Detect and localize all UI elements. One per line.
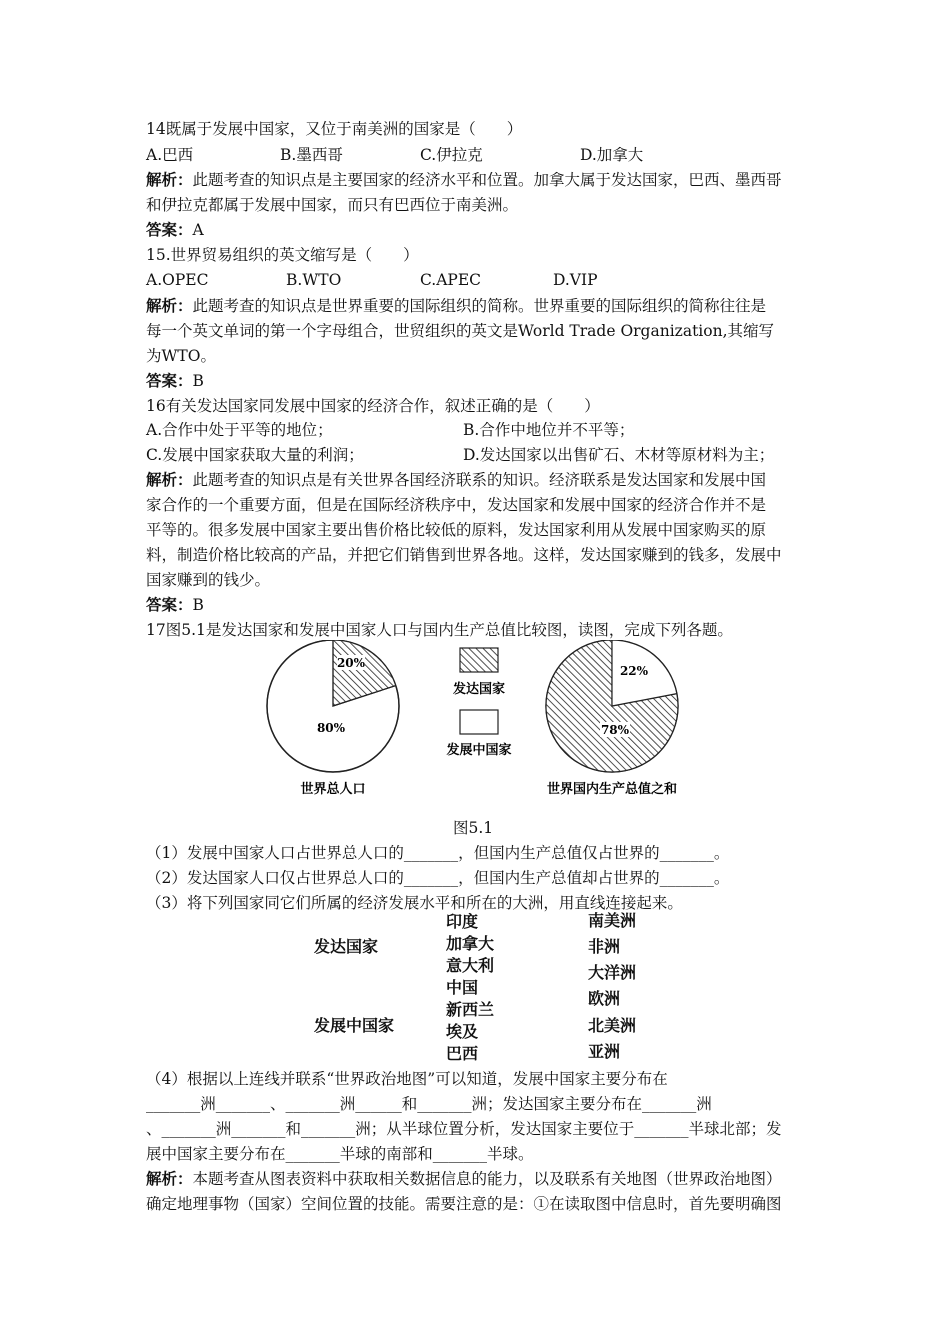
q15-answer: 答案：B — [146, 371, 204, 390]
match-country-3: 意大利 — [446, 956, 495, 975]
legend-developed-swatch — [460, 648, 498, 672]
answer-label: 答案： — [146, 371, 193, 390]
q14-option-c: C.伊拉克 — [420, 146, 483, 164]
q17-sub4-line-3: 、_______洲_______和_______洲；从半球位置分析，发达国家主要位于_______半球北部；发 — [146, 1120, 782, 1138]
pie2-label-developing: 22% — [619, 664, 649, 678]
q14-option-d: D.加拿大 — [580, 146, 644, 164]
q15-option-d: D.VIP — [553, 271, 598, 289]
match-level-developed: 发达国家 — [314, 937, 379, 956]
q17-sub1: （1）发展中国家人口占世界总人口的_______，但国内生产总值仅占世界的_______。 — [146, 844, 730, 862]
q14-option-b: B.墨西哥 — [280, 146, 343, 164]
q16-analysis-line-1: 解析：此题考查的知识点是有关世界各国经济联系的知识。经济联系是发达国家和发展中国 — [146, 470, 767, 489]
match-country-2: 加拿大 — [446, 934, 495, 953]
q17-question: 17图5.1是发达国家和发展中国家人口与国内生产总值比较图，读图，完成下列各题。 — [146, 621, 733, 639]
q17-analysis-line-1: 解析：本题考查从图表资料中获取相关数据信息的能力，以及联系有关地图（世界政治地图） — [146, 1169, 782, 1188]
q17-sub2: （2）发达国家人口仅占世界总人口的_______，但国内生产总值却占世界的_______。 — [146, 869, 730, 887]
match-country-1: 印度 — [446, 912, 479, 931]
q15-option-a: A.OPEC — [146, 271, 209, 289]
q16-option-c: C.发展中国家获取大量的利润； — [146, 446, 364, 464]
q15-analysis-line-2: 每一个英文单词的第一个字母组合，世贸组织的英文是World Trade Organization,其缩写 — [146, 322, 774, 340]
answer-label: 答案： — [146, 595, 193, 614]
pie1-label-developing: 80% — [316, 721, 346, 735]
legend-developed-label: 发达国家 — [452, 682, 506, 697]
q15-question: 15.世界贸易组织的英文缩写是（ ） — [146, 246, 419, 264]
q17-sub3: （3）将下列国家同它们所属的经济发展水平和所在的大洲，用直线连接起来。 — [146, 894, 683, 912]
q15-analysis-line-1: 解析：此题考查的知识点是世界重要的国际组织的简称。世界重要的国际组织的简称往往是 — [146, 296, 767, 315]
legend-developing-swatch — [460, 710, 498, 734]
match-country-5: 新西兰 — [446, 1000, 495, 1019]
q14-option-a: A.巴西 — [146, 146, 194, 164]
pie2-title: 世界国内生产总值之和 — [546, 782, 678, 797]
q15-analysis-line-3: 为WTO。 — [146, 347, 216, 365]
match-continent-3: 大洋洲 — [588, 963, 637, 982]
q16-option-a: A.合作中处于平等的地位； — [146, 421, 333, 439]
q17-analysis-line-2: 确定地理事物（国家）空间位置的技能。需要注意的是：①在读取图中信息时，首先要明确图 — [146, 1195, 782, 1213]
q16-answer: 答案：B — [146, 595, 204, 614]
match-country-4: 中国 — [446, 978, 479, 997]
q16-analysis-line-5: 国家赚到的钱少。 — [146, 571, 271, 589]
match-continent-6: 亚洲 — [588, 1042, 621, 1061]
q14-analysis-line-2: 和伊拉克都属于发展中国家，而只有巴西位于南美洲。 — [146, 196, 519, 214]
figure-caption: 图5.1 — [453, 819, 494, 837]
analysis-label: 解析： — [146, 470, 193, 489]
match-continent-5: 北美洲 — [588, 1016, 637, 1035]
q14-answer: 答案：A — [146, 220, 204, 239]
q16-analysis-line-4: 料，制造价格比较高的产品，并把它们销售到世界各地。这样，发达国家赚到的钱多，发展中 — [146, 546, 782, 564]
match-country-7: 巴西 — [446, 1044, 479, 1063]
q16-analysis-line-3: 平等的。很多发展中国家主要出售价格比较低的原料，发达国家利用从发展中国家购买的原 — [146, 521, 767, 539]
q16-option-b: B.合作中地位并不平等； — [463, 421, 635, 439]
q17-sub4-line-2: _______洲_______、_______洲______和_______洲；发达国家主要分布在_______洲 — [146, 1095, 712, 1113]
analysis-label: 解析： — [146, 1169, 193, 1188]
pie1-label-developed: 20% — [336, 656, 366, 670]
match-continent-1: 南美洲 — [588, 911, 637, 930]
q16-option-d: D.发达国家以出售矿石、木材等原材料为主； — [463, 446, 775, 464]
q16-question: 16有关发达国家同发展中国家的经济合作，叙述正确的是（ ） — [146, 397, 600, 415]
q17-sub4-line-1: （4）根据以上连线并联系“世界政治地图”可以知道，发展中国家主要分布在 — [146, 1070, 668, 1088]
q16-analysis-line-2: 家合作的一个重要方面，但是在国际经济秩序中，发达国家和发展中国家的经济合作并不是 — [146, 496, 767, 514]
legend-developing-label: 发展中国家 — [446, 743, 512, 758]
match-continent-4: 欧洲 — [588, 989, 621, 1008]
q14-question: 14既属于发展中国家，又位于南美洲的国家是（ ） — [146, 120, 523, 138]
analysis-label: 解析： — [146, 296, 193, 315]
q15-option-b: B.WTO — [286, 271, 342, 289]
analysis-label: 解析： — [146, 170, 193, 189]
match-continent-2: 非洲 — [588, 937, 621, 956]
q15-option-c: C.APEC — [420, 271, 482, 289]
q17-sub4-line-4: 展中国家主要分布在_______半球的南部和_______半球。 — [146, 1145, 534, 1163]
pie2-label-developed: 78% — [600, 723, 630, 737]
pie1-title: 世界总人口 — [300, 782, 366, 797]
q14-analysis-line-1: 解析：此题考查的知识点是主要国家的经济水平和位置。加拿大属于发达国家，巴西、墨西哥 — [146, 170, 782, 189]
match-level-developing: 发展中国家 — [314, 1016, 395, 1035]
pie-figure — [262, 640, 712, 805]
answer-label: 答案： — [146, 220, 193, 239]
match-country-6: 埃及 — [446, 1022, 479, 1041]
